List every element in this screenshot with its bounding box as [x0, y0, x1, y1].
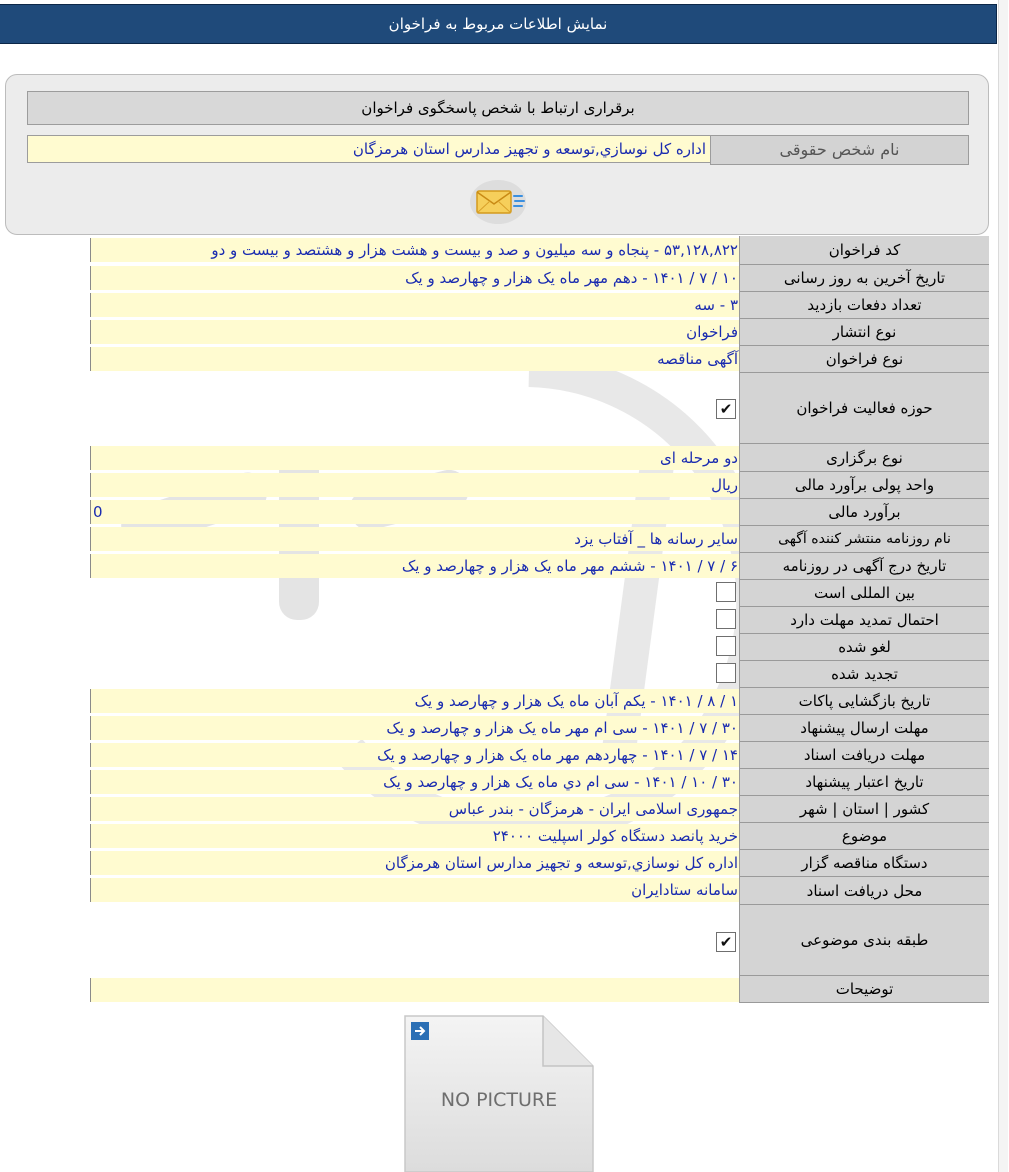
- label-description: توضیحات: [740, 976, 990, 1003]
- label-last-update: تاریخ آخرین به روز رسانی: [740, 265, 990, 292]
- label-currency: واحد پولی برآورد مالی: [740, 472, 990, 499]
- category-checkbox[interactable]: ✔: [717, 932, 737, 952]
- contact-heading: برقراری ارتباط با شخص پاسخگوی فراخوان: [28, 91, 970, 125]
- value-newspaper: سایر رسانه ها _ آفتاب یزد: [91, 527, 740, 551]
- value-last-update: ۱۰ / ۷ / ۱۴۰۱ - دهم مهر ماه یک هزار و چهارصد و یک: [91, 266, 740, 290]
- value-submit-deadline: ۳۰ / ۷ / ۱۴۰۱ - سی ام مهر ماه یک هزار و چهارصد و یک: [91, 716, 740, 740]
- value-subject: خرید پانصد دستگاه کولر اسپلیت ۲۴۰۰۰: [91, 824, 740, 848]
- label-validity-date: تاریخ اعتبار پیشنهاد: [740, 769, 990, 796]
- page-title: نمایش اطلاعات مربوط به فراخوان: [0, 4, 998, 44]
- label-submit-deadline: مهلت ارسال پیشنهاد: [740, 715, 990, 742]
- legal-person-label: نام شخص حقوقی: [711, 135, 970, 165]
- value-docs-location: سامانه ستادایران: [91, 878, 740, 902]
- value-code: ۵۳,۱۲۸,۸۲۲ - پنجاه و سه میلیون و صد و بیست و هشت هزار و هشتصد و بیست و دو: [91, 238, 740, 262]
- value-docs-deadline: ۱۴ / ۷ / ۱۴۰۱ - چهاردهم مهر ماه یک هزار و چهارصد و یک: [91, 743, 740, 767]
- value-newspaper-date: ۶ / ۷ / ۱۴۰۱ - ششم مهر ماه یک هزار و چهارصد و یک: [91, 554, 740, 578]
- activity-scope-checkbox[interactable]: ✔: [717, 399, 737, 419]
- no-picture-icon: [404, 1014, 596, 1172]
- value-validity-date: ۳۰ / ۱۰ / ۱۴۰۱ - سی ام دي ماه یک هزار و چهارصد و یک: [91, 770, 740, 794]
- cancelled-checkbox[interactable]: [717, 636, 737, 656]
- label-visits: تعداد دفعات بازدید: [740, 292, 990, 319]
- renewed-checkbox[interactable]: [717, 663, 737, 683]
- value-publish-type: فراخوان: [91, 320, 740, 344]
- value-visits: ۳ - سه: [91, 293, 740, 317]
- value-opening-date: ۱ / ۸ / ۱۴۰۱ - یکم آبان ماه یک هزار و چهارصد و یک: [91, 689, 740, 713]
- contact-panel: [6, 74, 990, 235]
- international-checkbox[interactable]: [717, 582, 737, 602]
- vertical-scrollbar[interactable]: [999, 0, 1009, 1172]
- label-extension-possible: احتمال تمدید مهلت دارد: [740, 607, 990, 634]
- label-newspaper: نام روزنامه منتشر کننده آگهی: [740, 526, 990, 553]
- label-opening-date: تاریخ بازگشایی پاکات: [740, 688, 990, 715]
- value-call-type: آگهی مناقصه: [91, 347, 740, 371]
- contact-email-button[interactable]: [469, 179, 531, 225]
- label-code: کد فراخوان: [740, 236, 990, 265]
- value-estimate: 0: [91, 500, 740, 524]
- label-call-type: نوع فراخوان: [740, 346, 990, 373]
- label-holding-type: نوع برگزاری: [740, 444, 990, 472]
- label-docs-deadline: مهلت دریافت اسناد: [740, 742, 990, 769]
- label-publish-type: نوع انتشار: [740, 319, 990, 346]
- label-organizer: دستگاه مناقصه گزار: [740, 850, 990, 877]
- extension-possible-checkbox[interactable]: [717, 609, 737, 629]
- label-docs-location: محل دریافت اسناد: [740, 877, 990, 905]
- label-subject: موضوع: [740, 823, 990, 850]
- label-newspaper-date: تاریخ درج آگهی در روزنامه: [740, 553, 990, 580]
- label-international: بین المللی است: [740, 580, 990, 607]
- label-category: طبقه بندی موضوعی: [740, 905, 990, 976]
- envelope-icon: [469, 179, 531, 225]
- value-description: [91, 978, 740, 1002]
- value-organizer: اداره کل نوسازي,توسعه و تجهيز مدارس استان هرمزگان: [91, 851, 740, 875]
- value-currency: ریال: [91, 473, 740, 497]
- label-estimate: برآورد مالی: [740, 499, 990, 526]
- value-holding-type: دو مرحله ای: [91, 446, 740, 470]
- legal-person-value: اداره کل نوسازي,توسعه و تجهيز مدارس استان هرمزگان: [28, 135, 711, 163]
- no-picture-text: NO PICTURE: [441, 1089, 559, 1111]
- label-location: کشور | استان | شهر: [740, 796, 990, 823]
- value-location: جمهوری اسلامی ایران - هرمزگان - بندر عباس: [91, 797, 740, 821]
- label-activity-scope: حوزه فعالیت فراخوان: [740, 373, 990, 444]
- label-renewed: تجدید شده: [740, 661, 990, 688]
- label-cancelled: لغو شده: [740, 634, 990, 661]
